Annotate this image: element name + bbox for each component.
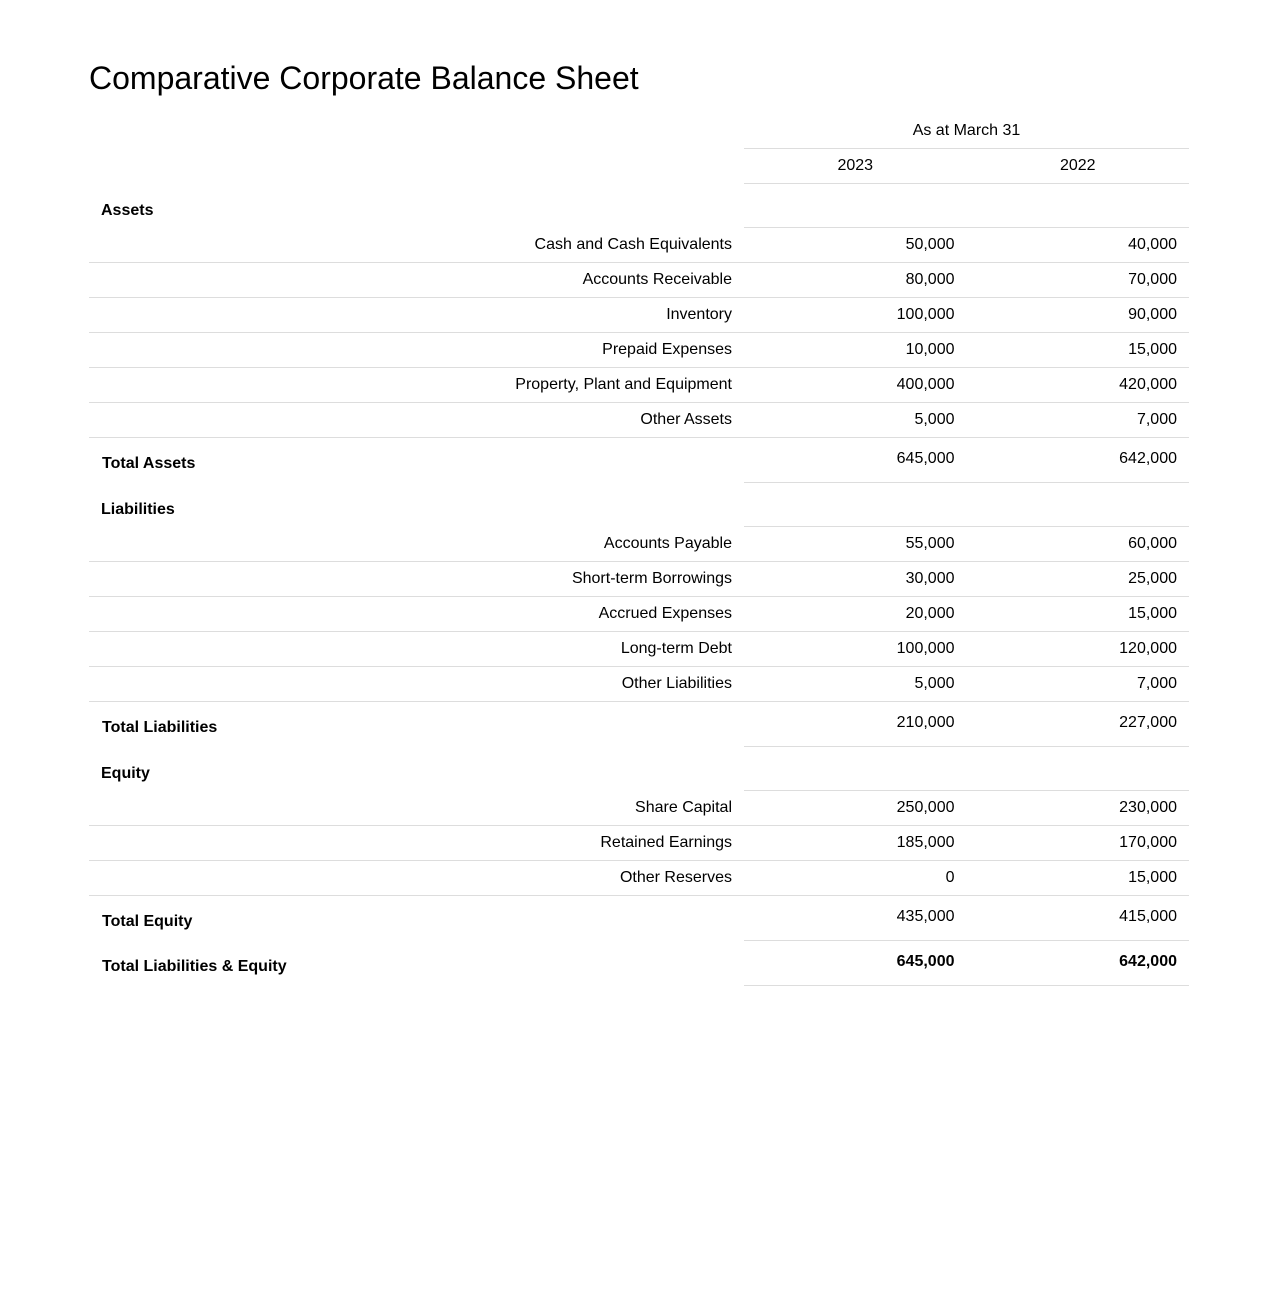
balance-sheet-page xyxy=(89,56,1189,975)
section-value-spacer xyxy=(744,184,1189,228)
value-2023: 5,000 xyxy=(914,675,955,692)
line-item-label: Prepaid Expenses xyxy=(602,341,732,358)
header-row-period xyxy=(89,114,1189,149)
value-2023: 10,000 xyxy=(905,341,955,358)
total-value-2023: 435,000 xyxy=(896,908,955,925)
line-item-label: Other Liabilities xyxy=(621,675,732,692)
line-item-label: Inventory xyxy=(666,306,732,323)
table-row xyxy=(89,228,1189,263)
value-2022: 120,000 xyxy=(1119,640,1177,657)
total-label: Total Equity xyxy=(102,913,193,930)
line-item-label: Long-term Debt xyxy=(620,640,732,657)
value-2022: 420,000 xyxy=(1119,376,1177,393)
value-2022: 7,000 xyxy=(1136,411,1177,428)
table-row xyxy=(89,263,1189,298)
total-label: Total Assets xyxy=(102,455,196,472)
section-value-spacer xyxy=(744,483,1189,527)
value-2023: 250,000 xyxy=(896,799,955,816)
table-row xyxy=(89,562,1189,597)
value-2022: 70,000 xyxy=(1128,271,1177,288)
line-item-label: Other Assets xyxy=(640,411,732,428)
section-header-liabilities xyxy=(89,483,1189,527)
line-item-label: Short-term Borrowings xyxy=(571,570,732,587)
total-value-2022: 642,000 xyxy=(1119,450,1177,467)
value-2022: 60,000 xyxy=(1128,535,1177,552)
value-2023: 30,000 xyxy=(905,570,955,587)
header-empty-cell xyxy=(89,149,744,184)
value-2022: 15,000 xyxy=(1128,869,1177,886)
total-values xyxy=(744,941,1189,986)
line-item-label: Share Capital xyxy=(635,799,732,816)
table-row xyxy=(89,632,1189,667)
value-2023: 100,000 xyxy=(896,306,955,323)
table-row xyxy=(89,597,1189,632)
year-header-2023: 2023 xyxy=(744,149,967,184)
table-row xyxy=(89,791,1189,826)
value-2023: 100,000 xyxy=(896,640,955,657)
balance-sheet-table xyxy=(89,114,1189,986)
value-2023: 50,000 xyxy=(905,236,955,253)
table-row xyxy=(89,861,1189,896)
total-row-liabilities-and-equity xyxy=(89,941,1189,986)
year-header-2022: 2022 xyxy=(967,149,1190,184)
page-title: Comparative Corporate Balance Sheet xyxy=(89,60,639,96)
total-label: Total Liabilities xyxy=(102,719,218,736)
value-2022: 15,000 xyxy=(1128,605,1177,622)
section-value-spacer xyxy=(744,747,1189,791)
table-row xyxy=(89,527,1189,562)
header-empty-cell xyxy=(89,114,744,149)
line-item-label: Retained Earnings xyxy=(600,834,732,851)
value-2023: 400,000 xyxy=(896,376,955,393)
header-row-years xyxy=(89,149,1189,184)
line-item-label: Cash and Cash Equivalents xyxy=(534,236,732,253)
table-row xyxy=(89,333,1189,368)
total-values xyxy=(744,438,1189,483)
value-2022: 90,000 xyxy=(1128,306,1177,323)
grand-total-value-2023: 645,000 xyxy=(896,953,955,970)
value-2022: 170,000 xyxy=(1119,834,1177,851)
value-2023: 20,000 xyxy=(905,605,955,622)
table-row xyxy=(89,826,1189,861)
value-2022: 40,000 xyxy=(1128,236,1177,253)
total-value-2022: 415,000 xyxy=(1119,908,1177,925)
period-header: As at March 31 xyxy=(744,114,1189,149)
table-row xyxy=(89,667,1189,702)
value-2022: 7,000 xyxy=(1136,675,1177,692)
value-2023: 5,000 xyxy=(914,411,955,428)
value-2023: 80,000 xyxy=(905,271,955,288)
line-item-label: Accounts Receivable xyxy=(582,271,732,288)
table-row xyxy=(89,403,1189,438)
section-label: Assets xyxy=(101,202,154,219)
section-header-equity xyxy=(89,747,1189,791)
total-row-liabilities xyxy=(89,702,1189,747)
section-label: Equity xyxy=(101,765,150,782)
value-2022: 25,000 xyxy=(1128,570,1177,587)
section-label: Liabilities xyxy=(101,501,175,518)
line-item-label: Property, Plant and Equipment xyxy=(515,376,732,393)
table-row xyxy=(89,298,1189,333)
total-value-2023: 210,000 xyxy=(896,714,955,731)
value-2023: 55,000 xyxy=(905,535,955,552)
table-row xyxy=(89,368,1189,403)
value-2022: 230,000 xyxy=(1119,799,1177,816)
value-2023: 0 xyxy=(945,869,955,886)
line-item-label: Accrued Expenses xyxy=(598,605,732,622)
total-values xyxy=(744,896,1189,941)
line-item-label: Other Reserves xyxy=(619,869,732,886)
value-2023: 185,000 xyxy=(896,834,955,851)
grand-total-value-2022: 642,000 xyxy=(1119,953,1177,970)
total-values xyxy=(744,702,1189,747)
grand-total-label: Total Liabilities & Equity xyxy=(102,958,287,975)
line-item-label: Accounts Payable xyxy=(603,535,732,552)
total-value-2023: 645,000 xyxy=(896,450,955,467)
section-header-assets xyxy=(89,184,1189,228)
value-2022: 15,000 xyxy=(1128,341,1177,358)
total-row-equity xyxy=(89,896,1189,941)
total-value-2022: 227,000 xyxy=(1119,714,1177,731)
total-row-assets xyxy=(89,438,1189,483)
